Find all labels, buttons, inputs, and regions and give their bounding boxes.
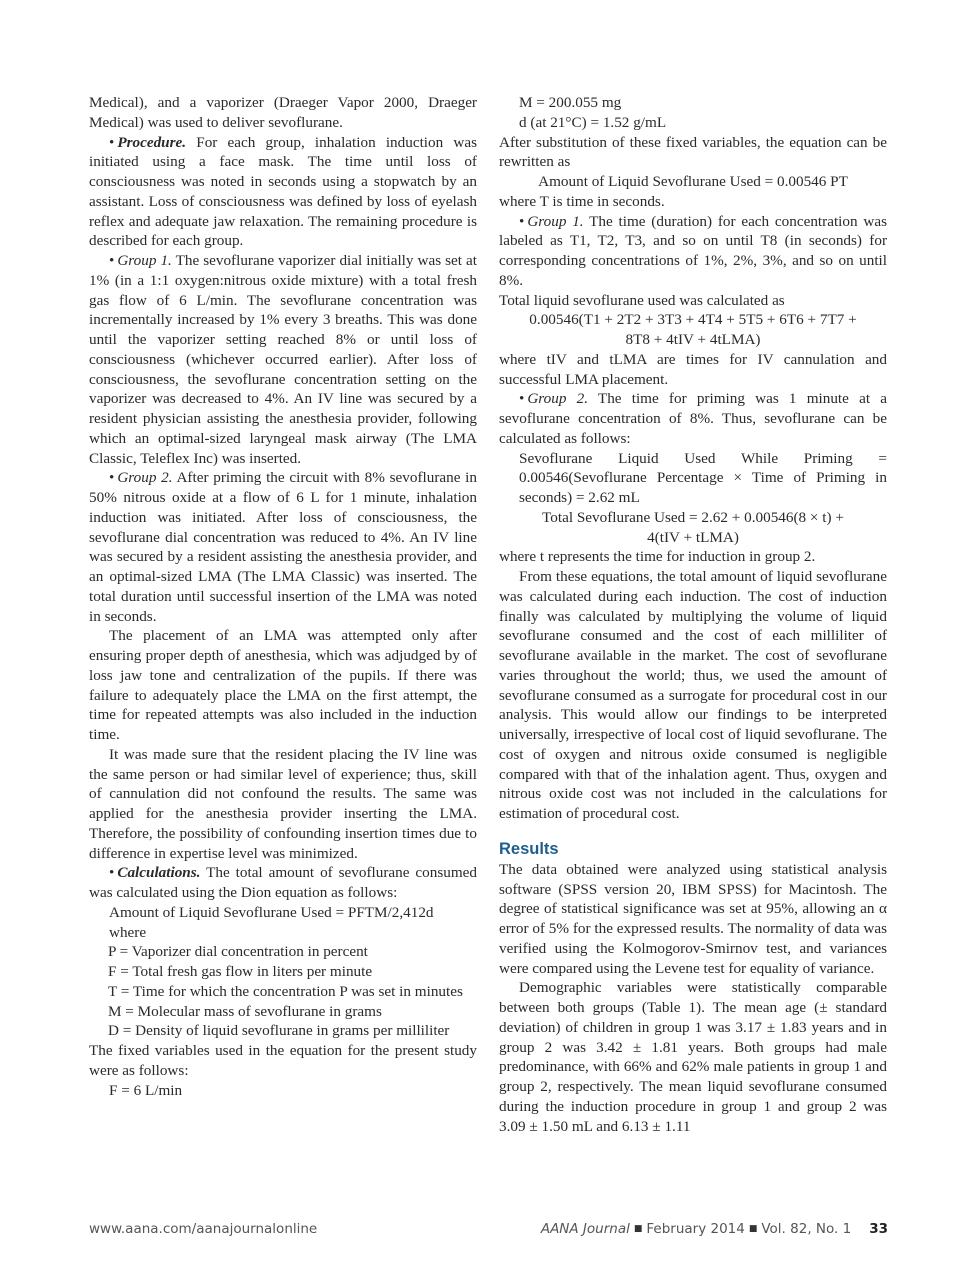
definition-t: T = Time for which the concentration P was set in minutes bbox=[108, 982, 463, 1000]
where-label: where bbox=[109, 923, 147, 941]
definition-d: D = Density of liquid sevoflurane in grams per milliliter bbox=[108, 1022, 450, 1040]
definition-p: P = Vaporizer dial concentration in percent bbox=[108, 943, 368, 961]
text-group2: After priming the circuit with 8% sevoflurane in 50% nitrous oxide at a flow of 6 L for 1 minute, inhalation induction was initiated. After loss of consciousness, the sevoflurane dial concentration was reduced to 4%. An IV line was secured by a resident assisting the anesthesia provider, and an optimal-sized LMA (The LMA Classic) was inserted. The total duration until successful insertion of the LMA was noted in seconds. bbox=[89, 469, 477, 625]
equation-group1-line2: 8T8 + 4tIV + 4tLMA) bbox=[625, 331, 761, 348]
equation-rewritten: Amount of Liquid Sevoflurane Used = 0.00546 PT bbox=[538, 173, 848, 190]
paragraph-group1-calc bbox=[499, 212, 887, 291]
label-group2-calc: Group 2. bbox=[527, 390, 589, 408]
paragraph-resident: It was made sure that the resident placing the IV line was the same person or had similar level of experience; thus, skill of cannulation did not confound the results. The same was applied for the anesthesia provider inserting the LMA. Therefore, the possibility of confounding insertion times due to difference in expertise level was minimized. bbox=[89, 745, 477, 862]
paragraph-results: The data obtained were analyzed using statistical analysis software (SPSS version 20, IBM SPSS) for Macintosh. The degree of statistical significance was set at 95%, allowing an α error of 5% for the expressed results. The normality of data was verified using the Kolmogorov-Smirnov test, and variances were compared using the Levene test for equality of variance. bbox=[499, 860, 887, 977]
paragraph-total-liquid: Total liquid sevoflurane used was calculated as bbox=[499, 291, 785, 309]
paragraph-demographic: Demographic variables were statistically comparable between both groups (Table 1). The mean age (± standard deviation) of children in group 1 was 3.17 ± 1.83 years and in group 2 was 3.42 ± 1.81 years. Both groups had male predominance, with 66% and 62% male patients in group 1 and group 2, respectively. The mean liquid sevoflurane consumed during the induction procedure in group 1 and group 2 was 3.09 ± 1.50 mL and 6.13 ± 1.11 bbox=[499, 979, 887, 1135]
bullet-group1: • bbox=[109, 252, 115, 269]
issue-date: February 2014 bbox=[646, 1221, 745, 1237]
paragraph-fixed-variables: The fixed variables used in the equation for the present study were as follows: bbox=[89, 1042, 477, 1079]
text-calculations: The total amount of sevoflurane consumed was calculated using the Dion equation as follows: bbox=[89, 864, 477, 901]
square-separator-icon: ■ bbox=[748, 1224, 758, 1234]
bullet-group2-calc: • bbox=[519, 390, 525, 408]
label-group2: Group 2. bbox=[117, 469, 173, 487]
text-group1-calc: The time (duration) for each concentration was labeled as T1, T2, T3, and so on until T8 (in seconds) for corresponding concentrations of 1%, 2%, 3%, and so on until 8%. bbox=[499, 212, 887, 289]
equation-dion: Amount of Liquid Sevoflurane Used = PFTM/2,412d bbox=[109, 903, 434, 921]
paragraph-calculations bbox=[89, 863, 477, 903]
paragraph-group2-calc bbox=[499, 389, 887, 448]
text-group2-calc: The time for priming was 1 minute at a sevoflurane concentration of 8%. Thus, sevoflurane can be calculated as follows: bbox=[499, 390, 887, 447]
results-heading: Results bbox=[499, 839, 559, 858]
paragraph-group1 bbox=[89, 251, 477, 468]
definition-m: M = Molecular mass of sevoflurane in grams bbox=[108, 1002, 382, 1020]
page-footer bbox=[89, 1221, 888, 1241]
paragraph-where-tiv: where tIV and tLMA are times for IV cannulation and successful LMA placement. bbox=[499, 350, 887, 388]
journal-name: AANA Journal bbox=[540, 1221, 630, 1237]
right-column bbox=[499, 93, 887, 1136]
paragraph-placement: The placement of an LMA was attempted only after ensuring proper depth of anesthesia, which was adjudged by of loss jaw tone and centralization of the pupils. If there was failure to adequately place the LMA on the first attempt, the time for repeated attempts was also included in the induction time. bbox=[89, 627, 477, 743]
where-t-seconds: where T is time in seconds. bbox=[499, 192, 665, 210]
paragraph-from-equations: From these equations, the total amount of liquid sevoflurane was calculated during each induction. The cost of induction finally was calculated by multiplying the volume of liquid sevoflurane consumed and the cost of each milliliter of sevoflurane available in the market. The cost of sevoflurane varies throughout the world; thus, we used the amount of sevoflurane consumed as a surrogate for procedural cost in our analysis. This would allow our findings to be interpreted universally, irrespective of local cost of liquid sevoflurane. The cost of oxygen and nitrous oxide consumed is negligible compared with that of the inhalation agent. Thus, oxygen and nitrous oxide cost was not included in the calculations for estimation of procedural cost. bbox=[499, 568, 887, 822]
bullet-group1-calc: • bbox=[519, 212, 525, 230]
fixed-variable-m: M = 200.055 mg bbox=[519, 94, 622, 111]
fixed-variable-f: F = 6 L/min bbox=[109, 1081, 183, 1099]
paragraph-substitution: After substitution of these fixed variables, the equation can be rewritten as bbox=[499, 133, 887, 171]
left-column bbox=[89, 93, 477, 1100]
bullet-group2: • bbox=[109, 469, 115, 487]
label-group1-calc: Group 1. bbox=[527, 212, 584, 230]
journal-url-link[interactable]: www.aana.com/aanajournalonline bbox=[89, 1221, 318, 1237]
text-group1: The sevoflurane vaporizer dial initially was set at 1% (in a 1:1 oxygen:nitrous oxide mixture) with a total fresh gas flow of 6 L/min. The sevoflurane concentration was incrementally increased by 1% every 3 breaths. This was done until the vaporizer setting reached 8% or until loss of consciousness (whichever occurred earlier). After loss of consciousness, the sevoflurane concentration setting on the vaporizer was decreased to 4%. An IV line was secured by a resident physician assisting the anesthesia provider, following which an optimal-sized laryngeal mask airway (The LMA Classic, Teleflex Inc) was inserted. bbox=[89, 252, 477, 467]
text-procedure: For each group, inhalation induction was initiated using a face mask. The time until loss of consciousness was noted in seconds using a stopwatch by an assistant. Loss of consciousness was defined by loss of eyelash reflex and adequate jaw relaxation. The remaining procedure is described for each group. bbox=[89, 133, 477, 250]
footer-citation bbox=[541, 1221, 888, 1237]
equation-total-line2: 4(tIV + tLMA) bbox=[647, 528, 739, 546]
fixed-variable-d: d (at 21°C) = 1.52 g/mL bbox=[519, 113, 667, 131]
label-procedure: Procedure. bbox=[117, 133, 187, 151]
square-separator-icon: ■ bbox=[633, 1224, 643, 1234]
paragraph-intro: Medical), and a vaporizer (Draeger Vapor 2000, Draeger Medical) was used to deliver sevoflurane. bbox=[89, 94, 477, 131]
volume-number: Vol. 82, No. 1 bbox=[761, 1221, 852, 1237]
page-number: 33 bbox=[869, 1221, 888, 1237]
paragraph-procedure bbox=[89, 133, 477, 252]
bullet-procedure: • bbox=[109, 133, 115, 151]
paragraph-where-t-group2: where t represents the time for induction in group 2. bbox=[499, 548, 816, 566]
equation-total-line1: Total Sevoflurane Used = 2.62 + 0.00546(8 × t) + bbox=[542, 508, 844, 526]
paragraph-group2 bbox=[89, 468, 477, 626]
label-group1: Group 1. bbox=[117, 252, 172, 269]
bullet-calculations: • bbox=[109, 864, 115, 882]
equation-priming: Sevoflurane Liquid Used While Priming = 0.00546(Sevoflurane Percentage × Time of Priming in seconds) = 2.62 mL bbox=[519, 449, 887, 506]
equation-group1-line1: 0.00546(T1 + 2T2 + 3T3 + 4T4 + 5T5 + 6T6 + 7T7 + bbox=[529, 311, 857, 329]
definition-f: F = Total fresh gas flow in liters per minute bbox=[108, 963, 373, 980]
label-calculations: Calculations. bbox=[117, 864, 201, 882]
